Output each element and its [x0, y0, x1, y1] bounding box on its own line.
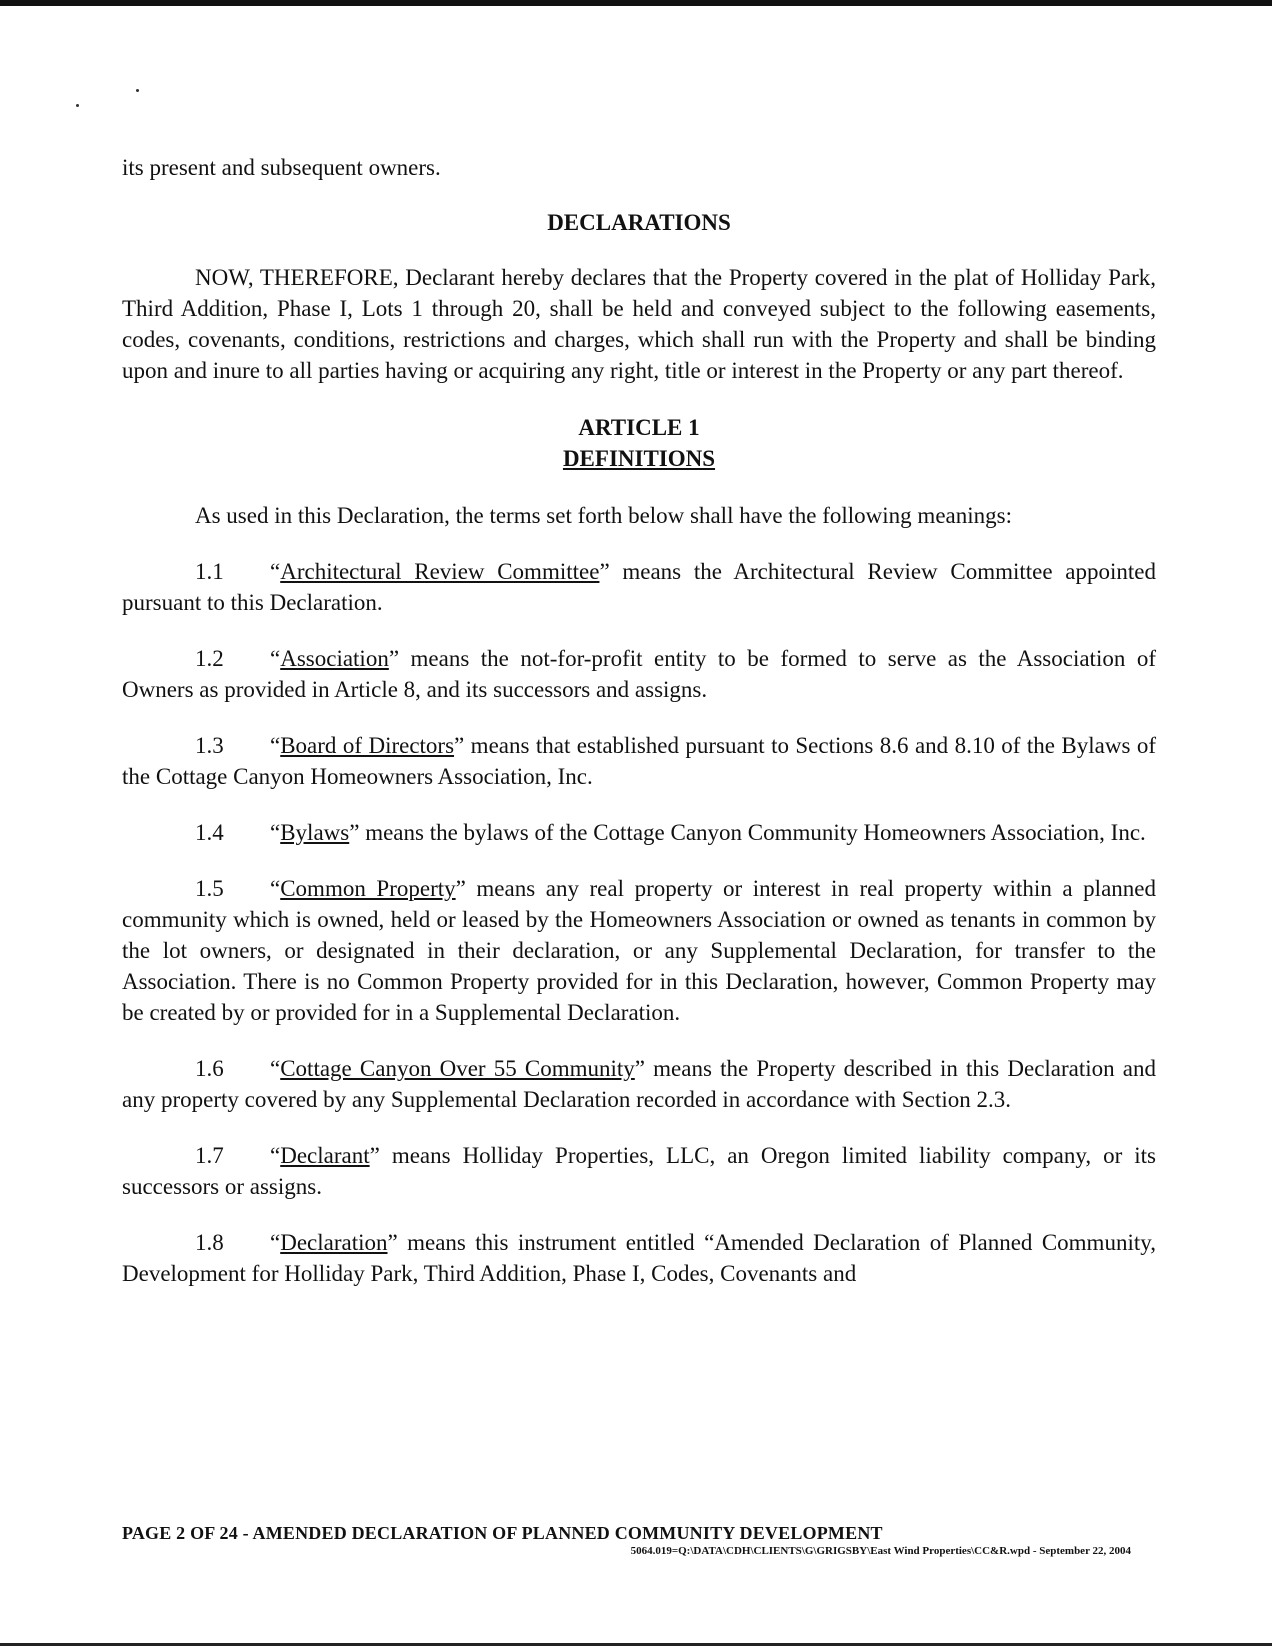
definition-term: Bylaws	[280, 820, 350, 845]
definition-item: 1.1 “Architectural Review Committee” means the Architectural Review Committee appointed pursuant to this Declaration.	[122, 556, 1156, 618]
definition-number: 1.8	[195, 1230, 224, 1255]
definition-number: 1.2	[195, 646, 224, 671]
definition-item: 1.5 “Common Property” means any real property or interest in real property within a planned community which is owned, held or leased by the Homeowners Association or owned as tenants in common by the lot owners, or designated in their declaration, or any Supplemental Declaration, for transfer to the Association. There is no Common Property provided for in this Declaration, however, Common Property may be created by or provided for in a Supplemental Declaration.	[122, 873, 1156, 1028]
definition-term: Cottage Canyon Over 55 Community	[280, 1056, 635, 1081]
definition-number: 1.5	[195, 876, 224, 901]
definition-item: 1.3 “Board of Directors” means that established pursuant to Sections 8.6 and 8.10 of the Bylaws of the Cottage Canyon Homeowners Association, Inc.	[122, 730, 1156, 792]
article-heading: ARTICLE 1	[578, 415, 700, 440]
definition-term: Architectural Review Committee	[280, 559, 600, 584]
footer-file-path: 5064.019=Q:\DATA\CDH\CLIENTS\G\GRIGSBY\East Wind Properties\CC&R.wpd - September 22, 2004	[630, 1545, 1131, 1557]
definition-text: means this instrument entitled “Amended Declaration of Planned Community, Development for Holliday Park, Third Addition, Phase I, Codes, Covenants and	[122, 1230, 1156, 1286]
definition-number: 1.6	[195, 1056, 224, 1081]
continuation-text: its present and subsequent owners.	[122, 155, 441, 180]
definitions-list	[122, 556, 1156, 1289]
definition-text: means that established pursuant to Sections 8.6 and 8.10 of the Bylaws of the Cottage Canyon Homeowners Association, Inc.	[122, 733, 1156, 789]
definition-number: 1.7	[195, 1143, 224, 1168]
definition-item: 1.7 “Declarant” means Holliday Properties, LLC, an Oregon limited liability company, or its successors or assigns.	[122, 1140, 1156, 1202]
definition-item: 1.4 “Bylaws” means the bylaws of the Cottage Canyon Community Homeowners Association, Inc.	[122, 817, 1156, 848]
definition-text: means the Property described in this Declaration and any property covered by any Supplemental Declaration recorded in accordance with Section 2.3.	[122, 1056, 1157, 1112]
definition-text: means the bylaws of the Cottage Canyon Community Homeowners Association, Inc.	[359, 820, 1146, 845]
definition-term: Common Property	[280, 876, 456, 901]
definition-item: 1.2 “Association” means the not-for-profit entity to be formed to serve as the Association of Owners as provided in Article 8, and its successors and assigns.	[122, 643, 1156, 705]
document-page	[122, 150, 1156, 1289]
definition-term: Declarant	[280, 1143, 370, 1168]
definitions-intro: As used in this Declaration, the terms set forth below shall have the following meanings:	[195, 503, 1012, 528]
definition-item: 1.8 “Declaration” means this instrument entitled “Amended Declaration of Planned Community, Development for Holliday Park, Third Addition, Phase I, Codes, Covenants and	[122, 1227, 1156, 1289]
scan-speck	[136, 89, 139, 92]
definition-term: Association	[280, 646, 389, 671]
definition-text: means any real property or interest in real property within a planned community which is owned, held or leased by the Homeowners Association or owned as tenants in common by the lot owners, or designated in their declaration, or any Supplemental Declaration, for transfer to the Association. There is no Common Property provided for in this Declaration, however, Common Property may be created by or provided for in a Supplemental Declaration.	[122, 876, 1156, 1025]
declarations-heading: DECLARATIONS	[547, 210, 731, 235]
page-footer	[122, 1522, 1132, 1558]
scan-speck	[76, 104, 79, 107]
definition-term: Declaration	[280, 1230, 388, 1255]
article-title: DEFINITIONS	[562, 446, 716, 471]
definition-term: Board of Directors	[280, 733, 455, 758]
definition-text: means Holliday Properties, LLC, an Oregon limited liability company, or its successors or assigns.	[122, 1143, 1156, 1199]
scan-top-edge	[0, 0, 1272, 6]
footer-title: PAGE 2 OF 24 - AMENDED DECLARATION OF PLANNED COMMUNITY DEVELOPMENT	[122, 1523, 883, 1543]
declarations-paragraph: NOW, THEREFORE, Declarant hereby declares that the Property covered in the plat of Holliday Park, Third Addition, Phase I, Lots 1 through 20, shall be held and conveyed subject to the following easements, codes, covenants, conditions, restrictions and charges, which shall run with the Property and shall be binding upon and inure to all parties having or acquiring any right, title or interest in the Property or any part thereof.	[122, 265, 1156, 383]
definition-text: means the Architectural Review Committee appointed pursuant to this Declaration.	[122, 559, 1156, 615]
definition-number: 1.4	[195, 820, 224, 845]
definition-number: 1.1	[195, 559, 224, 584]
definition-text: means the not-for-profit entity to be formed to serve as the Association of Owners as provided in Article 8, and its successors and assigns.	[122, 646, 1156, 702]
scan-bottom-edge	[0, 1643, 1272, 1646]
definition-number: 1.3	[195, 733, 224, 758]
definition-item: 1.6 “Cottage Canyon Over 55 Community” means the Property described in this Declaration and any property covered by any Supplemental Declaration recorded in accordance with Section 2.3.	[122, 1053, 1156, 1115]
